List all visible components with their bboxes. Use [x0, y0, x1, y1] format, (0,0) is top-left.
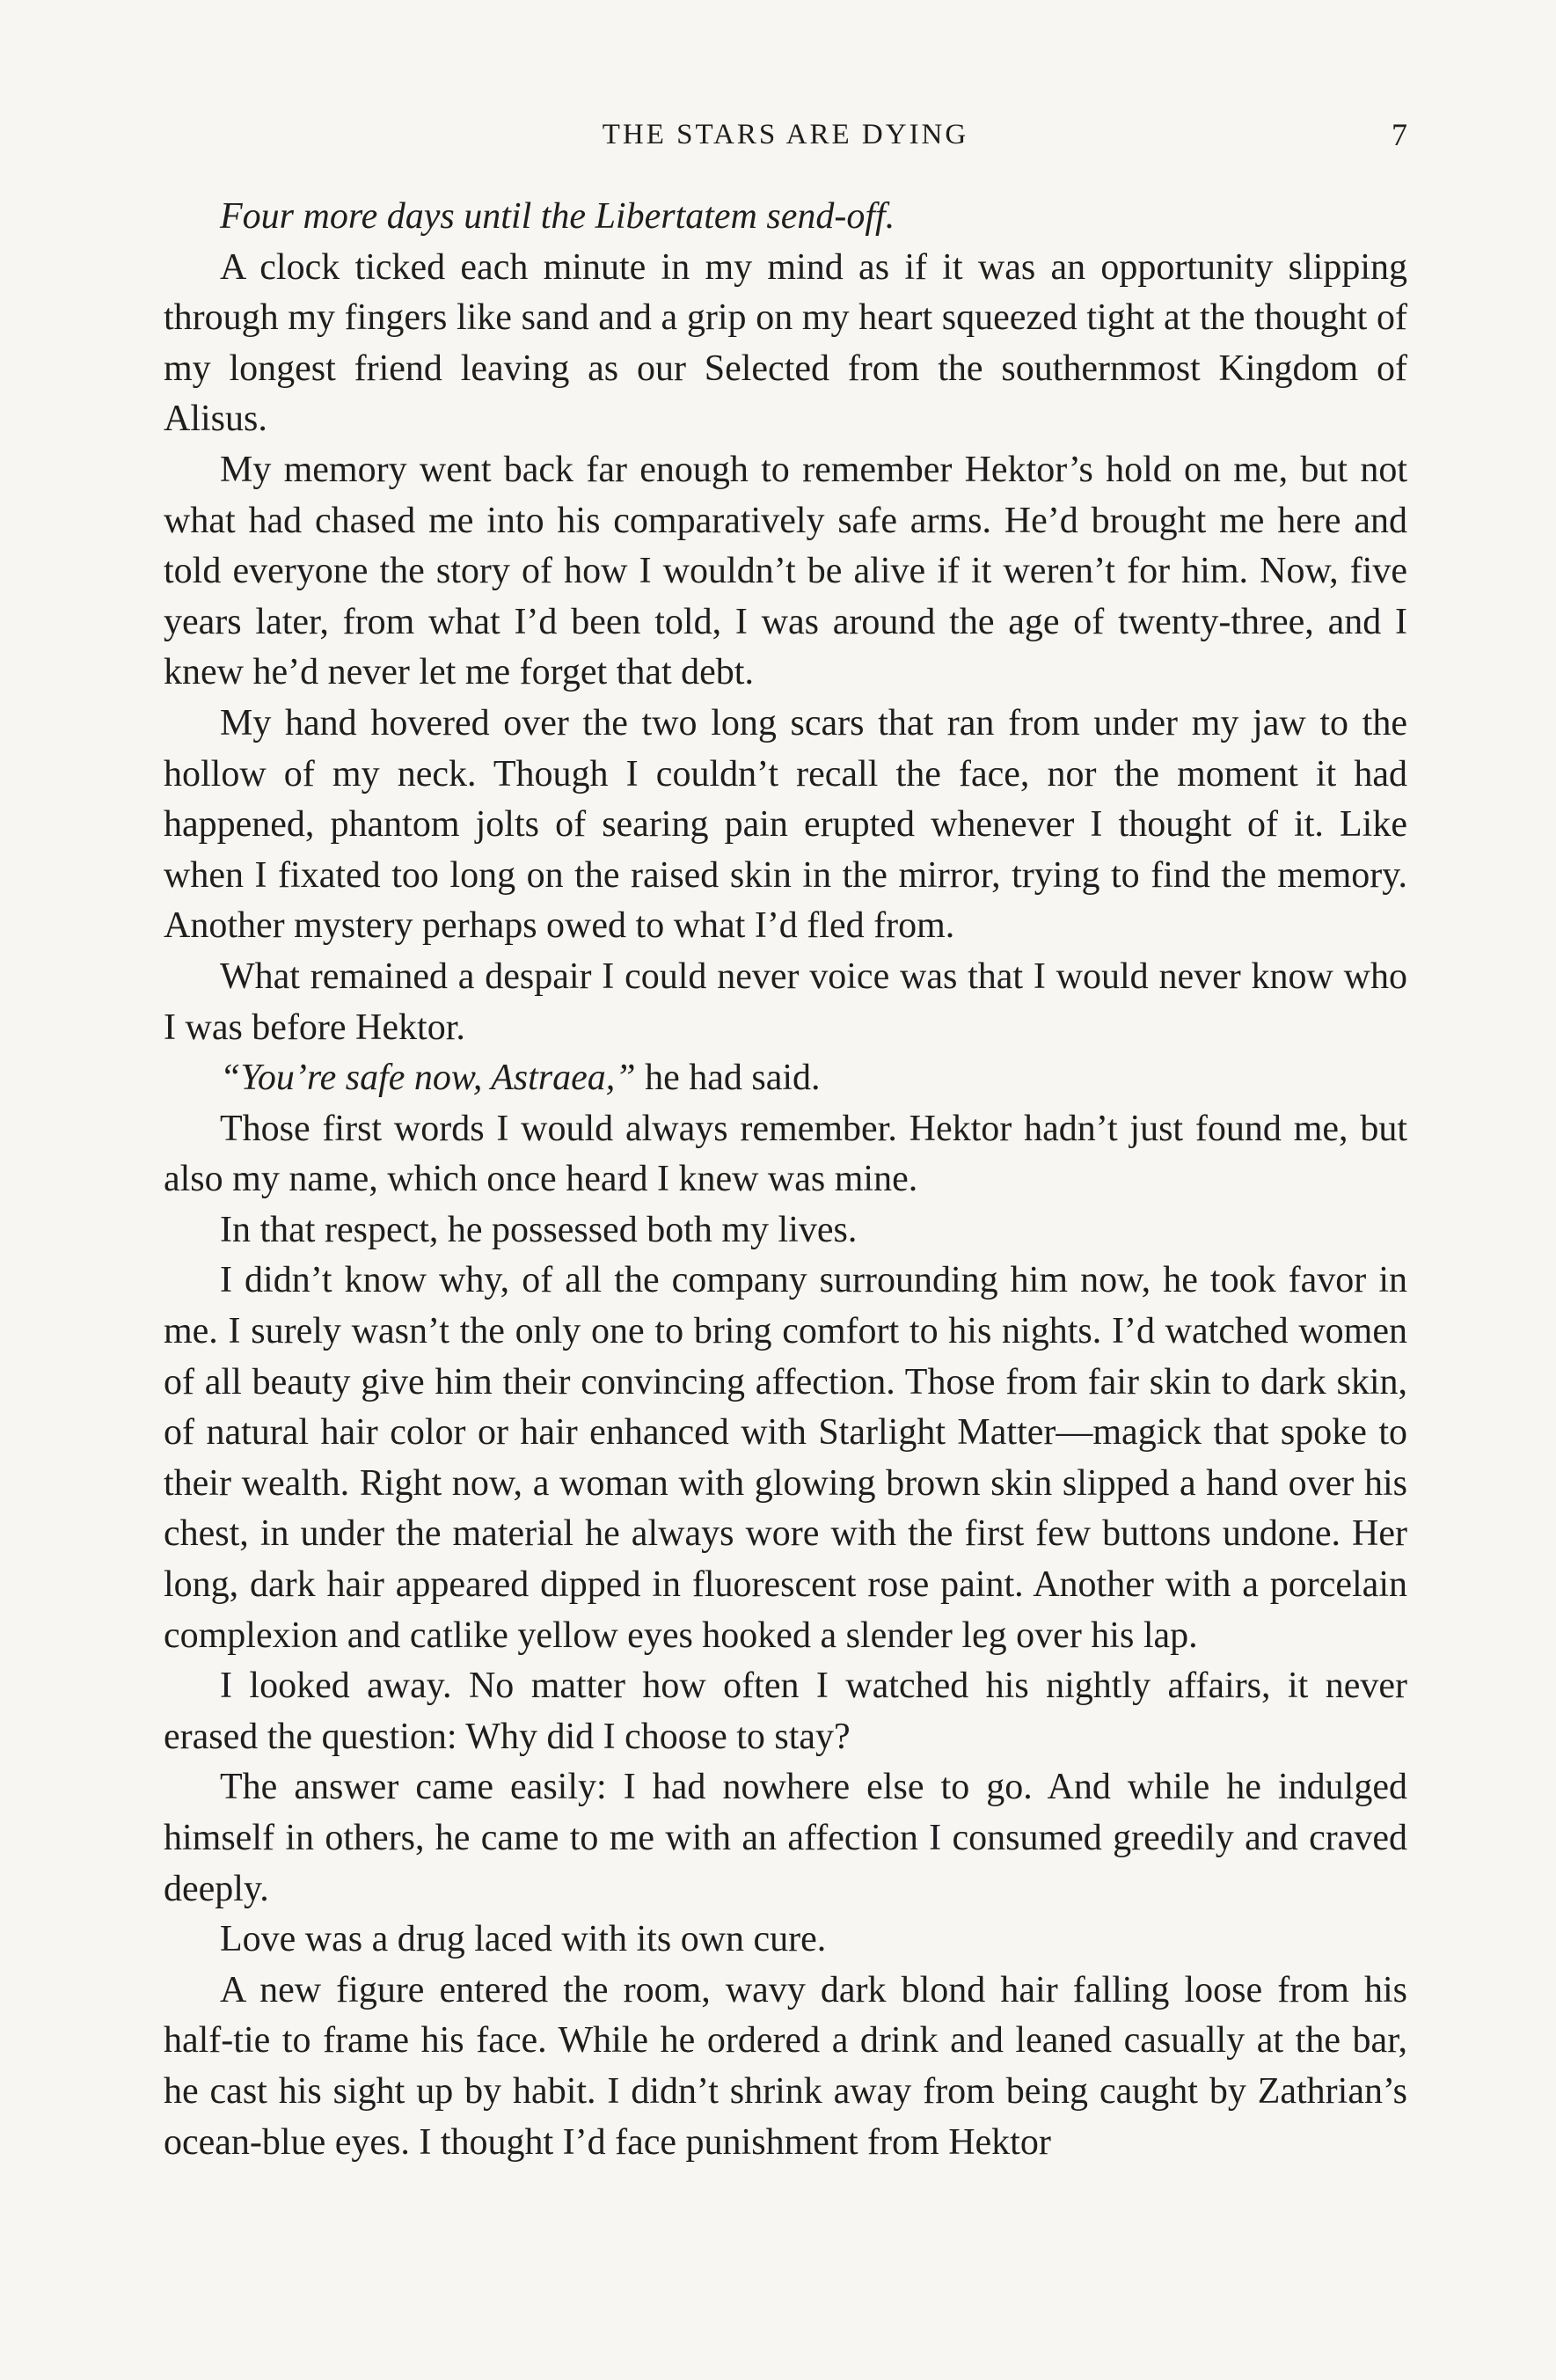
dialogue-quote: “You’re safe now, Astraea,”	[220, 1058, 636, 1099]
dialogue-tag: he had said.	[645, 1058, 821, 1099]
paragraph: My memory went back far enough to remember Hektor’s hold on me, but not what had chased me into his comparatively safe arms. He’d brought me here and told everyone the story of how I wouldn’t be alive if it weren’t for him. Now, five years later, from what I’d been told, I was around the age of twenty-three, and I knew he’d never let me forget that debt.	[164, 449, 1407, 693]
paragraph-dialogue	[164, 1053, 1407, 1104]
paragraph: In that respect, he possessed both my lives.	[220, 1209, 858, 1250]
body-text	[164, 192, 1407, 2168]
paragraph: My hand hovered over the two long scars that ran from under my jaw to the hollow of my neck. Though I couldn’t recall the face, nor the moment it had happened, phantom jolts of searing pain erupted whenever I thought of it. Like when I fixated too long on the raised skin in the mirror, trying to find the memory. Another mystery perhaps owed to what I’d fled from.	[164, 702, 1407, 947]
paragraph: What remained a despair I could never voice was that I would never know who I was before Hektor.	[164, 956, 1407, 1048]
paragraph: I looked away. No matter how often I watched his nightly affairs, it never erased the question: Why did I choose to stay?	[164, 1666, 1407, 1757]
running-title: THE STARS ARE DYING	[602, 119, 969, 150]
paragraph: Those first words I would always remember. Hektor hadn’t just found me, but also my name, which once heard I knew was mine.	[164, 1108, 1407, 1200]
paragraph: A new figure entered the room, wavy dark blond hair falling loose from his half-tie to frame his face. While he ordered a drink and leaned casually at the bar, he cast his sight up by habit. I didn’t shrink away from being caught by Zathrian’s ocean-blue eyes. I thought I’d face punishment from Hektor	[164, 1969, 1407, 2163]
page-header	[164, 113, 1407, 157]
paragraph: A clock ticked each minute in my mind as if it was an opportunity slipping through my fingers like sand and a grip on my heart squeezed tight at the thought of my longest friend leaving as our Selected from the southernmost Kingdom of Alisus.	[164, 246, 1407, 440]
paragraph: The answer came easily: I had nowhere else to go. And while he indulged himself in others, he came to me with an affection I consumed greedily and craved deeply.	[164, 1767, 1407, 1909]
page-number: 7	[1392, 117, 1407, 152]
paragraph: I didn’t know why, of all the company surrounding him now, he took favor in me. I surely wasn’t the only one to bring comfort to his nights. I’d watched women of all beauty give him their convincing affection. Those from fair skin to dark skin, of natural hair color or hair enhanced with Starlight Matter—magick that spoke to their wealth. Right now, a woman with glowing brown skin slipped a hand over his chest, in under the material he always wore with the first few buttons undone. Her long, dark hair appeared dipped in fluorescent rose paint. Another with a porcelain complexion and catlike yellow eyes hooked a slender leg over his lap.	[164, 1260, 1407, 1656]
paragraph: Four more days until the Libertatem send-off.	[220, 196, 895, 237]
paragraph: Love was a drug laced with its own cure.	[220, 1919, 827, 1960]
